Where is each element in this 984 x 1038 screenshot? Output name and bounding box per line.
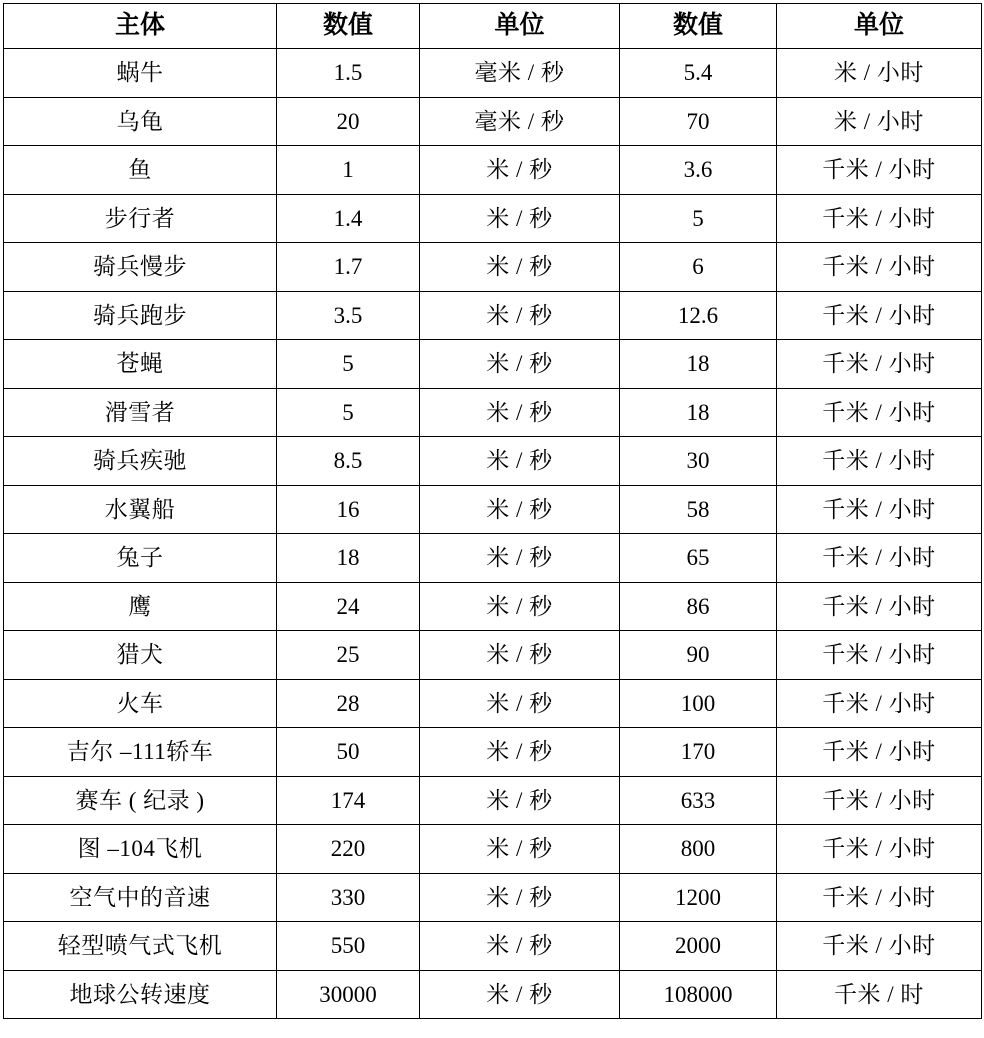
cell-value-1: 330 xyxy=(277,873,420,922)
table-header xyxy=(4,4,982,49)
table-header-row xyxy=(4,4,982,49)
cell-unit-1: 米 / 秒 xyxy=(420,485,620,534)
cell-value-2: 30 xyxy=(620,437,777,486)
table-row xyxy=(4,776,982,825)
cell-unit-2: 千米 / 小时 xyxy=(777,340,982,389)
column-header-value-1: 数值 xyxy=(277,4,420,49)
cell-value-2: 170 xyxy=(620,728,777,777)
table-row xyxy=(4,291,982,340)
cell-unit-1: 毫米 / 秒 xyxy=(420,97,620,146)
cell-unit-2: 千米 / 小时 xyxy=(777,146,982,195)
cell-subject: 火车 xyxy=(4,679,277,728)
table-row xyxy=(4,922,982,971)
cell-subject: 步行者 xyxy=(4,194,277,243)
table-row xyxy=(4,873,982,922)
cell-unit-1: 米 / 秒 xyxy=(420,388,620,437)
cell-value-1: 16 xyxy=(277,485,420,534)
cell-value-1: 550 xyxy=(277,922,420,971)
cell-subject: 骑兵慢步 xyxy=(4,243,277,292)
cell-unit-2: 千米 / 小时 xyxy=(777,534,982,583)
cell-subject: 吉尔 –111轿车 xyxy=(4,728,277,777)
cell-subject: 滑雪者 xyxy=(4,388,277,437)
cell-value-2: 100 xyxy=(620,679,777,728)
cell-subject: 水翼船 xyxy=(4,485,277,534)
cell-unit-2: 千米 / 小时 xyxy=(777,291,982,340)
cell-value-2: 18 xyxy=(620,340,777,389)
table-row xyxy=(4,388,982,437)
cell-value-1: 1.5 xyxy=(277,49,420,98)
cell-value-2: 70 xyxy=(620,97,777,146)
cell-subject: 轻型喷气式飞机 xyxy=(4,922,277,971)
cell-value-2: 800 xyxy=(620,825,777,874)
cell-unit-1: 米 / 秒 xyxy=(420,291,620,340)
cell-subject: 兔子 xyxy=(4,534,277,583)
cell-subject: 蜗牛 xyxy=(4,49,277,98)
cell-value-1: 174 xyxy=(277,776,420,825)
cell-unit-1: 米 / 秒 xyxy=(420,776,620,825)
cell-subject: 乌龟 xyxy=(4,97,277,146)
column-header-value-2: 数值 xyxy=(620,4,777,49)
cell-subject: 空气中的音速 xyxy=(4,873,277,922)
cell-unit-1: 米 / 秒 xyxy=(420,825,620,874)
column-header-subject: 主体 xyxy=(4,4,277,49)
cell-unit-2: 千米 / 时 xyxy=(777,970,982,1019)
table-row xyxy=(4,243,982,292)
cell-unit-1: 米 / 秒 xyxy=(420,873,620,922)
cell-subject: 鹰 xyxy=(4,582,277,631)
column-header-unit-2: 单位 xyxy=(777,4,982,49)
table-row xyxy=(4,970,982,1019)
cell-unit-2: 千米 / 小时 xyxy=(777,922,982,971)
cell-unit-2: 千米 / 小时 xyxy=(777,825,982,874)
cell-value-2: 18 xyxy=(620,388,777,437)
cell-value-2: 65 xyxy=(620,534,777,583)
cell-unit-2: 千米 / 小时 xyxy=(777,243,982,292)
table-row xyxy=(4,534,982,583)
table-row xyxy=(4,631,982,680)
cell-subject: 图 –104飞机 xyxy=(4,825,277,874)
table-row xyxy=(4,194,982,243)
cell-value-1: 1.7 xyxy=(277,243,420,292)
cell-value-2: 6 xyxy=(620,243,777,292)
cell-value-1: 5 xyxy=(277,340,420,389)
cell-unit-2: 千米 / 小时 xyxy=(777,194,982,243)
cell-unit-2: 千米 / 小时 xyxy=(777,728,982,777)
cell-subject: 地球公转速度 xyxy=(4,970,277,1019)
cell-unit-1: 米 / 秒 xyxy=(420,631,620,680)
cell-value-1: 3.5 xyxy=(277,291,420,340)
cell-value-2: 3.6 xyxy=(620,146,777,195)
table-row xyxy=(4,679,982,728)
cell-unit-1: 米 / 秒 xyxy=(420,582,620,631)
cell-unit-2: 千米 / 小时 xyxy=(777,873,982,922)
cell-value-2: 86 xyxy=(620,582,777,631)
cell-unit-2: 千米 / 小时 xyxy=(777,679,982,728)
table-row xyxy=(4,340,982,389)
cell-value-1: 20 xyxy=(277,97,420,146)
table-row xyxy=(4,582,982,631)
speed-comparison-table xyxy=(3,3,982,1019)
cell-subject: 赛车 ( 纪录 ) xyxy=(4,776,277,825)
cell-value-1: 1 xyxy=(277,146,420,195)
table-row xyxy=(4,825,982,874)
cell-subject: 苍蝇 xyxy=(4,340,277,389)
table-row xyxy=(4,49,982,98)
table-body xyxy=(4,49,982,1019)
cell-value-2: 12.6 xyxy=(620,291,777,340)
cell-unit-2: 千米 / 小时 xyxy=(777,485,982,534)
cell-unit-2: 米 / 小时 xyxy=(777,97,982,146)
cell-unit-1: 米 / 秒 xyxy=(420,146,620,195)
cell-unit-1: 米 / 秒 xyxy=(420,728,620,777)
cell-unit-2: 千米 / 小时 xyxy=(777,776,982,825)
cell-value-2: 5.4 xyxy=(620,49,777,98)
cell-value-2: 5 xyxy=(620,194,777,243)
cell-value-2: 108000 xyxy=(620,970,777,1019)
cell-unit-1: 米 / 秒 xyxy=(420,437,620,486)
cell-value-1: 28 xyxy=(277,679,420,728)
cell-unit-1: 米 / 秒 xyxy=(420,679,620,728)
cell-value-1: 25 xyxy=(277,631,420,680)
cell-unit-1: 米 / 秒 xyxy=(420,243,620,292)
cell-value-2: 1200 xyxy=(620,873,777,922)
cell-value-1: 1.4 xyxy=(277,194,420,243)
cell-value-1: 24 xyxy=(277,582,420,631)
cell-subject: 鱼 xyxy=(4,146,277,195)
table-row xyxy=(4,728,982,777)
cell-unit-1: 米 / 秒 xyxy=(420,534,620,583)
cell-value-1: 5 xyxy=(277,388,420,437)
cell-value-2: 90 xyxy=(620,631,777,680)
cell-unit-2: 千米 / 小时 xyxy=(777,582,982,631)
cell-value-1: 30000 xyxy=(277,970,420,1019)
cell-value-1: 8.5 xyxy=(277,437,420,486)
cell-subject: 骑兵疾驰 xyxy=(4,437,277,486)
cell-unit-1: 毫米 / 秒 xyxy=(420,49,620,98)
cell-unit-1: 米 / 秒 xyxy=(420,340,620,389)
cell-unit-2: 千米 / 小时 xyxy=(777,631,982,680)
cell-unit-1: 米 / 秒 xyxy=(420,970,620,1019)
cell-subject: 猎犬 xyxy=(4,631,277,680)
cell-subject: 骑兵跑步 xyxy=(4,291,277,340)
cell-unit-2: 千米 / 小时 xyxy=(777,437,982,486)
table-row xyxy=(4,437,982,486)
cell-value-1: 50 xyxy=(277,728,420,777)
table-row xyxy=(4,97,982,146)
cell-unit-1: 米 / 秒 xyxy=(420,194,620,243)
cell-value-2: 2000 xyxy=(620,922,777,971)
cell-unit-2: 米 / 小时 xyxy=(777,49,982,98)
cell-value-1: 220 xyxy=(277,825,420,874)
cell-value-2: 633 xyxy=(620,776,777,825)
cell-unit-2: 千米 / 小时 xyxy=(777,388,982,437)
column-header-unit-1: 单位 xyxy=(420,4,620,49)
table-row xyxy=(4,146,982,195)
cell-value-2: 58 xyxy=(620,485,777,534)
cell-unit-1: 米 / 秒 xyxy=(420,922,620,971)
table-row xyxy=(4,485,982,534)
cell-value-1: 18 xyxy=(277,534,420,583)
